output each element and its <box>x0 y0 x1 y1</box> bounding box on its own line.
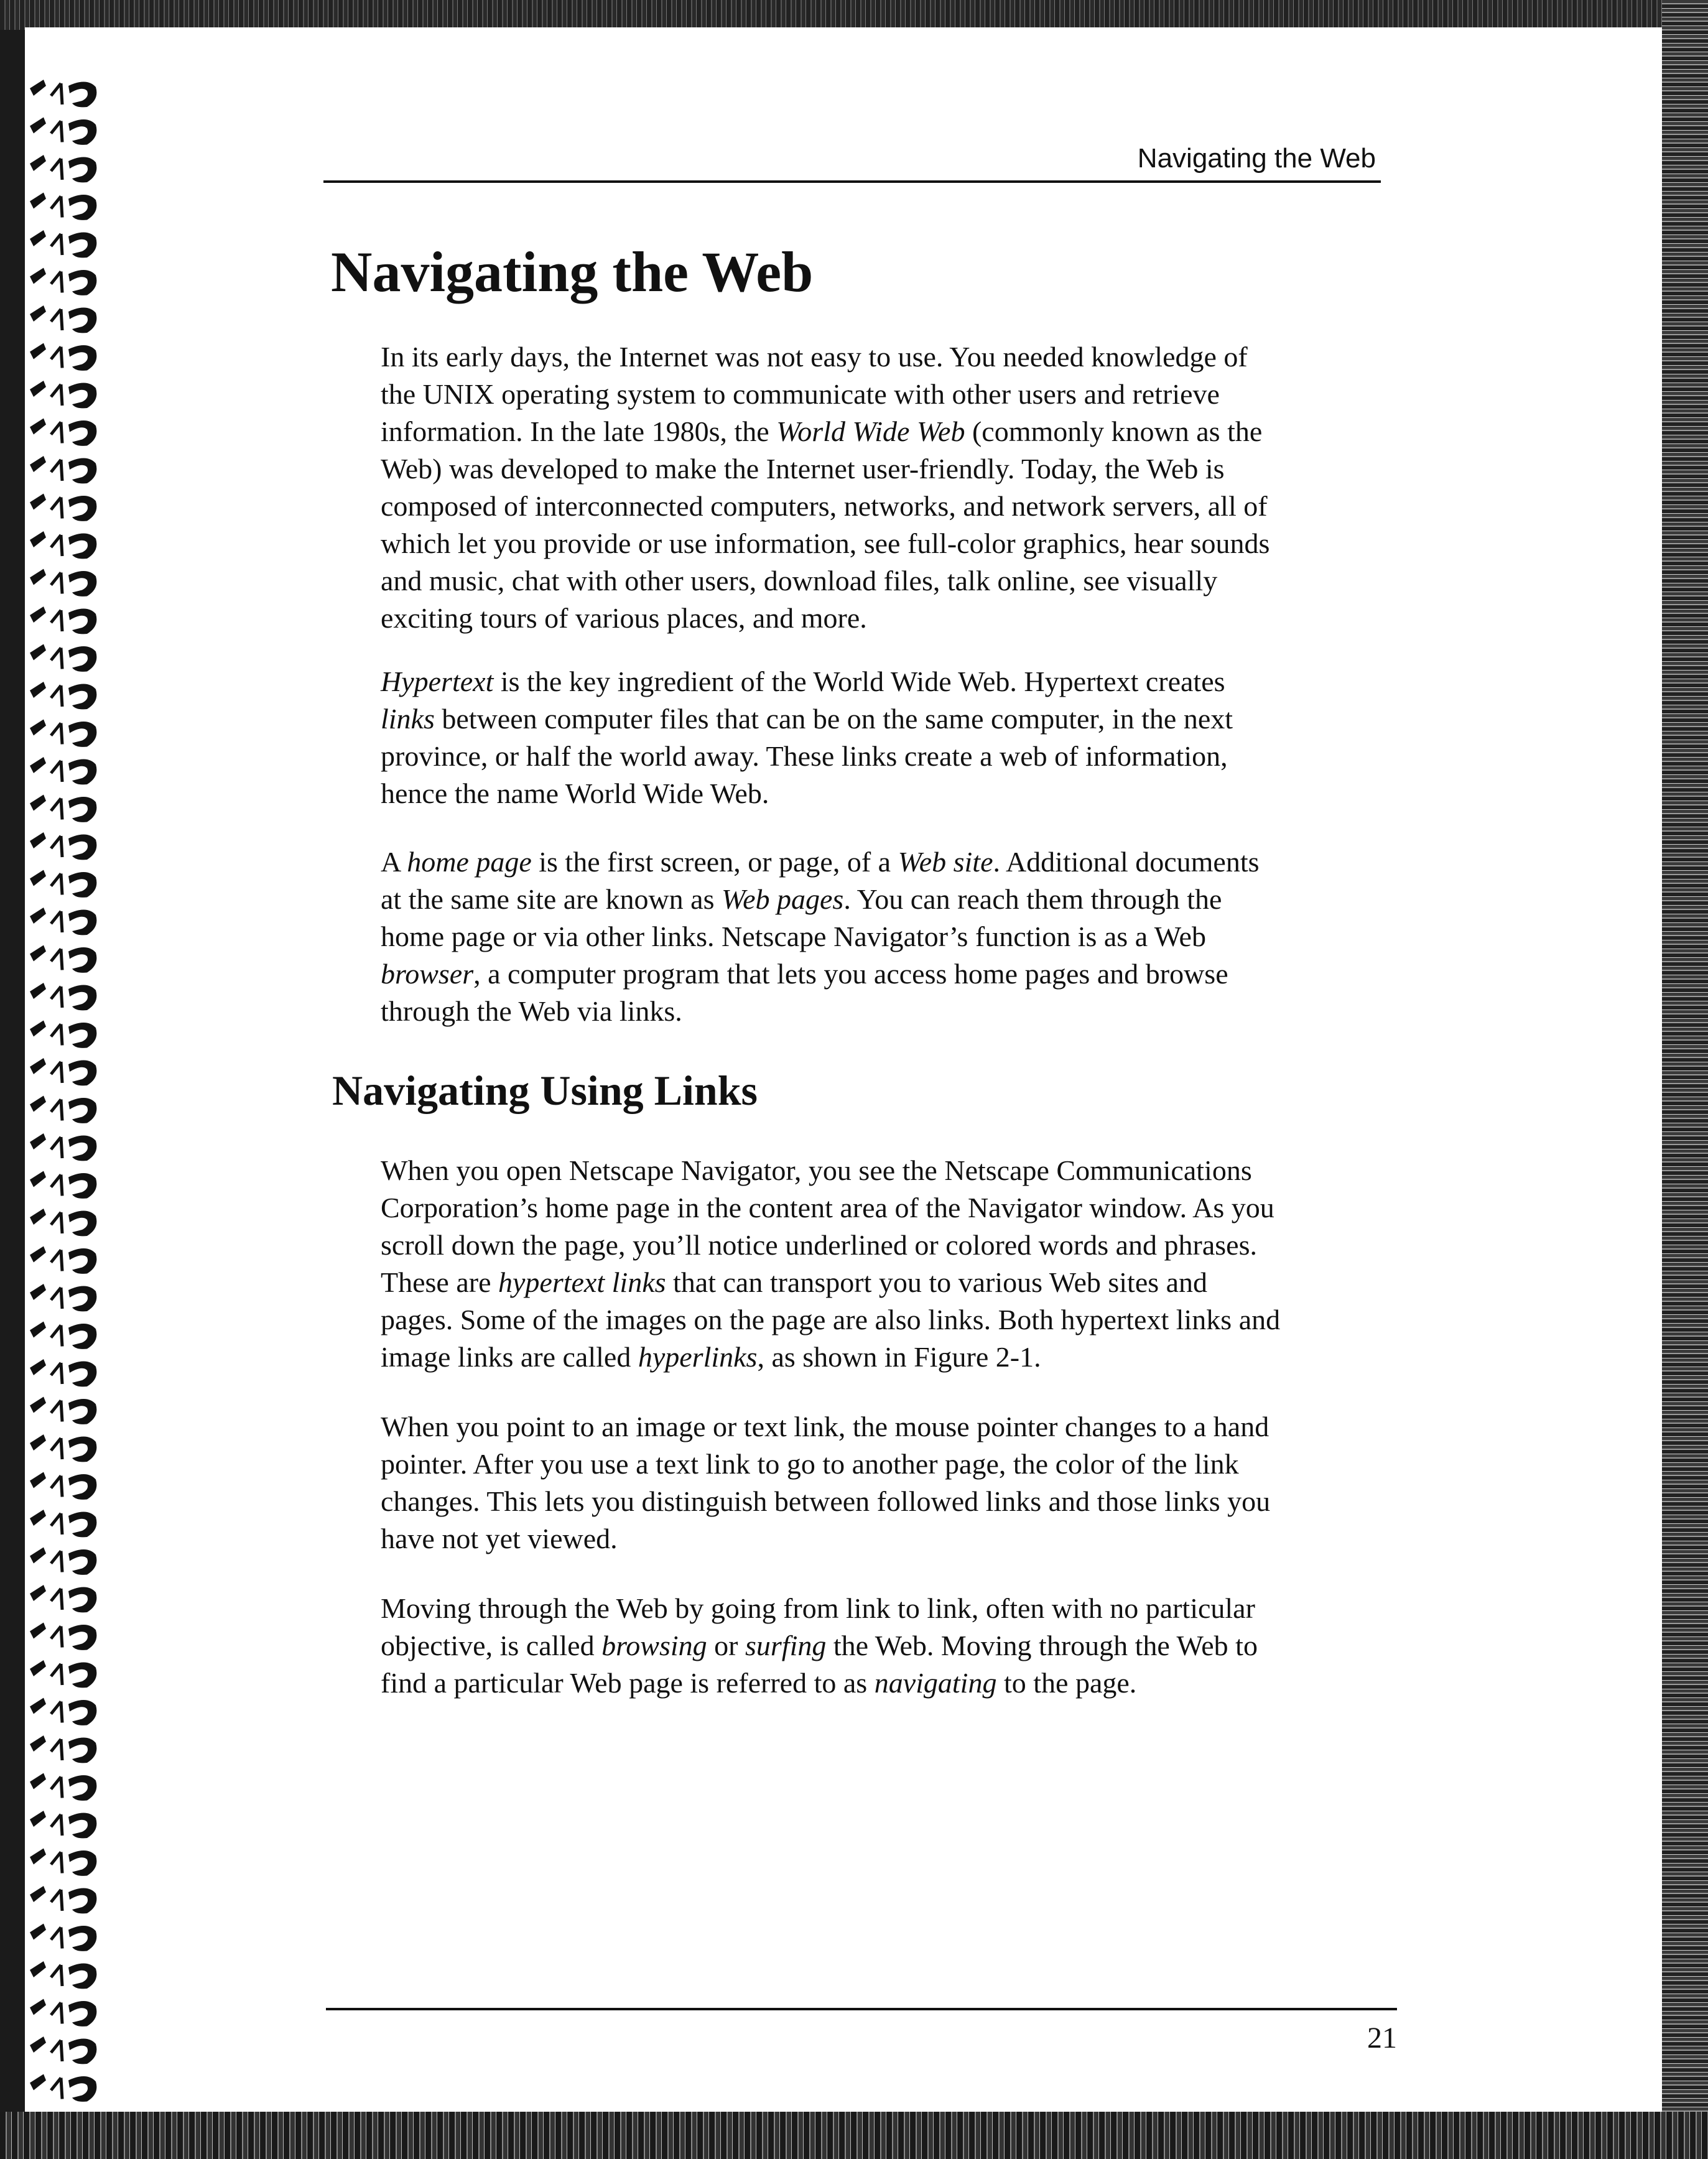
scan-border-bottom <box>0 2112 1708 2159</box>
header-rule <box>323 180 1381 183</box>
binding-coil <box>30 1096 96 1123</box>
binding-coil <box>30 983 96 1010</box>
binding-coil <box>30 1924 96 1951</box>
text-line: Hypertext is the key ingredient of the World Wide Web. Hypertext creates <box>381 666 1225 697</box>
binding-coil <box>30 1849 96 1876</box>
binding-coil <box>30 2074 96 2102</box>
binding-coil <box>30 908 96 935</box>
text-line: A home page is the first screen, or page, of a Web site. Additional documents <box>381 846 1260 878</box>
paragraph <box>381 843 1413 1030</box>
page-title: Navigating the Web <box>331 240 814 304</box>
binding-coil <box>30 945 96 973</box>
binding-coil <box>30 2036 96 2064</box>
binding-coil <box>30 1058 96 1085</box>
binding-coil <box>30 531 96 559</box>
binding-coil <box>30 1171 96 1199</box>
binding-coil <box>30 1472 96 1500</box>
binding-coil <box>30 569 96 597</box>
binding-coil <box>30 832 96 860</box>
binding-coil <box>30 268 96 295</box>
text-line: find a particular Web page is referred to as navigating to the page. <box>381 1667 1137 1699</box>
binding-coil <box>30 1811 96 1838</box>
text-line: information. In the late 1980s, the World Wide Web (commonly known as the <box>381 416 1263 447</box>
text-line: links between computer files that can be on the same computer, in the next <box>381 703 1233 735</box>
binding-coil <box>30 1021 96 1048</box>
binding-coil <box>30 1247 96 1274</box>
binding-coil <box>30 155 96 182</box>
binding-coil <box>30 419 96 446</box>
binding-coil <box>30 494 96 521</box>
binding-coil <box>30 757 96 784</box>
text-line: In its early days, the Internet was not easy to use. You needed knowledge of <box>381 341 1248 373</box>
text-line: pointer. After you use a text link to go to another page, the color of the link <box>381 1448 1239 1480</box>
binding-coil <box>30 795 96 822</box>
binding-coil <box>30 1322 96 1349</box>
text-line: province, or half the world away. These links create a web of information, <box>381 740 1228 772</box>
binding-coil <box>30 1133 96 1161</box>
binding-coil <box>30 456 96 483</box>
paragraph <box>381 1152 1413 1376</box>
text-line: scroll down the page, you’ll notice underlined or colored words and phrases. <box>381 1229 1257 1261</box>
paragraph <box>381 663 1413 812</box>
binding-coil <box>30 1623 96 1650</box>
scan-border-top <box>0 0 1708 30</box>
binding-coil <box>30 1359 96 1386</box>
binding-coil <box>30 381 96 408</box>
binding-coil <box>30 1284 96 1311</box>
text-line: objective, is called browsing or surfing the Web. Moving through the Web to <box>381 1630 1258 1661</box>
binding-coil <box>30 1510 96 1537</box>
paragraph <box>381 338 1413 637</box>
section-heading: Navigating Using Links <box>332 1067 758 1114</box>
text-line: composed of interconnected computers, networks, and network servers, all of <box>381 490 1268 522</box>
binding-coil <box>30 720 96 747</box>
text-line: Moving through the Web by going from link to link, often with no particular <box>381 1592 1255 1624</box>
binding-coil <box>30 1548 96 1575</box>
paragraph <box>381 1590 1413 1702</box>
binding-coil <box>30 1773 96 1801</box>
text-line: have not yet viewed. <box>381 1523 618 1554</box>
text-line: which let you provide or use information, see full-color graphics, hear sounds <box>381 527 1270 559</box>
binding-coil <box>30 1434 96 1462</box>
text-line: changes. This lets you distinguish between followed links and those links you <box>381 1485 1271 1517</box>
page-number: 21 <box>1367 2022 1397 2055</box>
text-line: pages. Some of the images on the page are also links. Both hypertext links and <box>381 1304 1281 1335</box>
binding-coil <box>30 1698 96 1725</box>
footer-rule <box>326 2008 1397 2010</box>
binding-coil <box>30 80 96 107</box>
text-line: exciting tours of various places, and more. <box>381 602 867 634</box>
binding-coil <box>30 193 96 220</box>
book-page <box>25 27 1662 2114</box>
spiral-binding <box>25 65 137 2117</box>
text-line: When you open Netscape Navigator, you see the Netscape Communications <box>381 1154 1252 1186</box>
text-line: home page or via other links. Netscape Navigator’s function is as a Web <box>381 921 1206 952</box>
binding-coil <box>30 1999 96 2027</box>
binding-coil <box>30 343 96 371</box>
text-line: browser, a computer program that lets you access home pages and browse <box>381 958 1228 990</box>
binding-coil <box>30 1209 96 1236</box>
text-line: Web) was developed to make the Internet user-friendly. Today, the Web is <box>381 453 1225 485</box>
binding-coil <box>30 1585 96 1612</box>
text-line: and music, chat with other users, download files, talk online, see visually <box>381 565 1218 597</box>
text-line: through the Web via links. <box>381 995 682 1027</box>
binding-coil <box>30 1660 96 1688</box>
text-line: hence the name World Wide Web. <box>381 778 769 809</box>
text-line: These are hypertext links that can transport you to various Web sites and <box>381 1266 1208 1298</box>
binding-coil <box>30 682 96 709</box>
binding-coil <box>30 1886 96 1913</box>
text-line: image links are called hyperlinks, as shown in Figure 2-1. <box>381 1341 1041 1373</box>
binding-coil <box>30 1961 96 1989</box>
binding-coil <box>30 230 96 258</box>
text-line: Corporation’s home page in the content area of the Navigator window. As you <box>381 1192 1274 1223</box>
running-head: Navigating the Web <box>1137 143 1376 174</box>
binding-coil <box>30 305 96 333</box>
scan-border-right <box>1662 0 1708 2159</box>
text-line: at the same site are known as Web pages. You can reach them through the <box>381 883 1222 915</box>
text-line: the UNIX operating system to communicate with other users and retrieve <box>381 378 1220 410</box>
binding-coil <box>30 870 96 898</box>
binding-coil <box>30 644 96 672</box>
paragraph <box>381 1408 1413 1558</box>
binding-coil <box>30 1397 96 1424</box>
binding-coil <box>30 118 96 145</box>
text-line: When you point to an image or text link, the mouse pointer changes to a hand <box>381 1411 1269 1442</box>
binding-coil <box>30 606 96 634</box>
binding-coil <box>30 1735 96 1763</box>
